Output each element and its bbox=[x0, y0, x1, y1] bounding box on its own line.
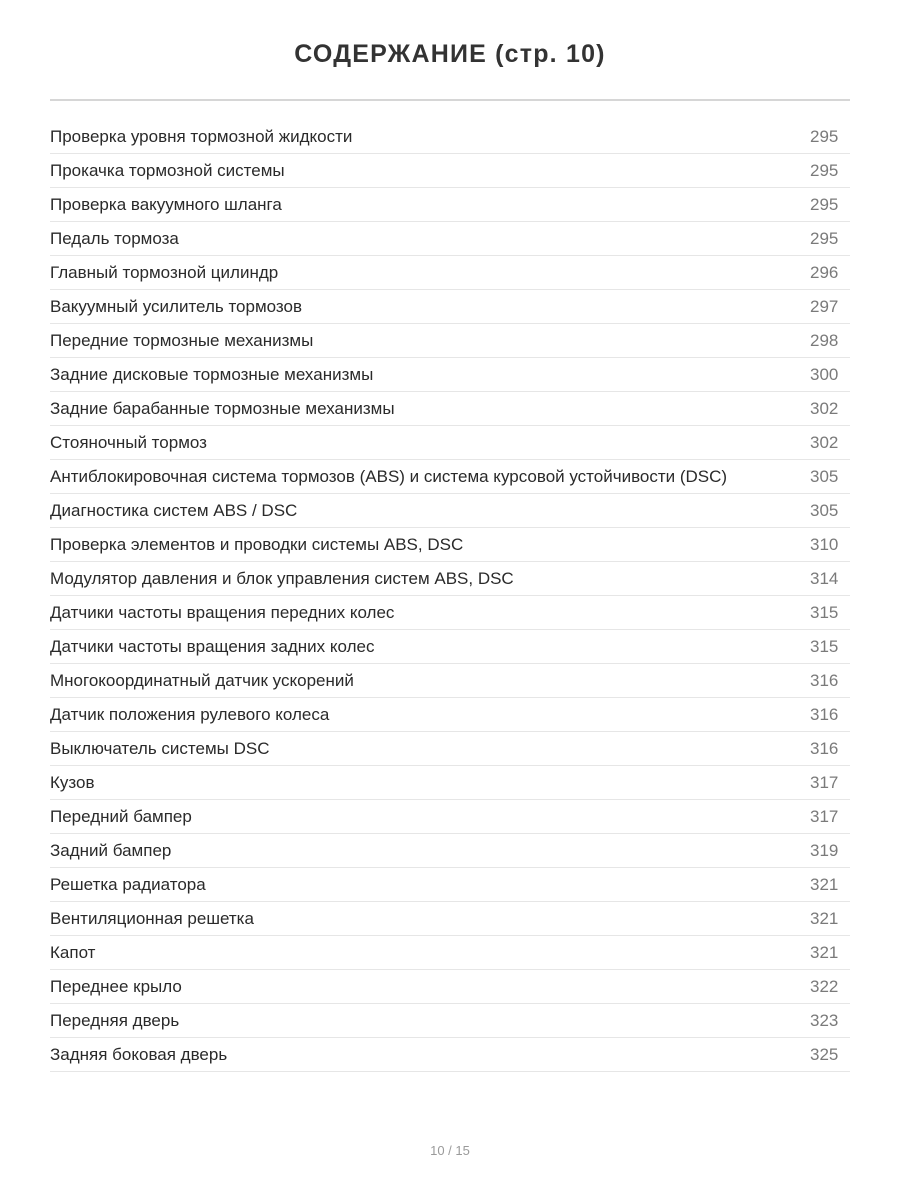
toc-entry-page: 305 bbox=[810, 466, 839, 486]
toc-entry-page: 295 bbox=[810, 194, 839, 214]
toc-entry[interactable] bbox=[50, 834, 850, 868]
toc-entry-title: Прокачка тормозной системы bbox=[50, 160, 285, 180]
toc-entry-page: 295 bbox=[810, 126, 839, 146]
toc-entry[interactable] bbox=[50, 324, 850, 358]
toc-entry-page: 316 bbox=[810, 670, 839, 690]
toc-entry-title: Проверка уровня тормозной жидкости bbox=[50, 126, 353, 146]
toc-entry-title: Многокоординатный датчик ускорений bbox=[50, 670, 354, 690]
toc-entry[interactable] bbox=[50, 426, 850, 460]
toc-entry-page: 298 bbox=[810, 330, 839, 350]
toc-entry-page: 302 bbox=[810, 432, 839, 452]
toc-entry[interactable] bbox=[50, 120, 850, 154]
toc-entry[interactable] bbox=[50, 392, 850, 426]
toc-entry-page: 300 bbox=[810, 364, 839, 384]
toc-entry[interactable] bbox=[50, 562, 850, 596]
toc-entry-title: Датчики частоты вращения задних колес bbox=[50, 636, 375, 656]
toc-entry-title: Задняя боковая дверь bbox=[50, 1044, 228, 1064]
toc-entry[interactable] bbox=[50, 664, 850, 698]
toc-entry[interactable] bbox=[50, 800, 850, 834]
toc-entry-page: 295 bbox=[810, 228, 839, 248]
toc-entry-title: Передняя дверь bbox=[50, 1010, 180, 1030]
toc-entry[interactable] bbox=[50, 222, 850, 256]
toc-entry-page: 310 bbox=[810, 534, 839, 554]
toc-entry-title: Передние тормозные механизмы bbox=[50, 330, 314, 350]
toc-entry-page: 314 bbox=[810, 568, 839, 588]
toc-entry[interactable] bbox=[50, 460, 850, 494]
toc-entry-page: 315 bbox=[810, 636, 839, 656]
toc-entry-title: Главный тормозной цилиндр bbox=[50, 262, 279, 282]
toc-entry-page: 316 bbox=[810, 704, 839, 724]
toc-entry-page: 322 bbox=[810, 976, 839, 996]
toc-entry-title: Модулятор давления и блок управления систем ABS, DSC bbox=[50, 568, 514, 588]
toc-entry-page: 316 bbox=[810, 738, 839, 758]
toc-entry-page: 296 bbox=[810, 262, 839, 282]
toc-entry-page: 315 bbox=[810, 602, 839, 622]
toc-entry-page: 297 bbox=[810, 296, 839, 316]
toc-entry-page: 321 bbox=[810, 942, 839, 962]
page-title: СОДЕРЖАНИЕ (стр. 10) bbox=[294, 40, 606, 68]
toc-entry-page: 321 bbox=[810, 874, 839, 894]
toc-entry-page: 325 bbox=[810, 1044, 839, 1064]
toc-entry-title: Задние дисковые тормозные механизмы bbox=[50, 364, 374, 384]
toc-entry[interactable] bbox=[50, 596, 850, 630]
toc-entry-title: Задние барабанные тормозные механизмы bbox=[50, 398, 395, 418]
toc-entry[interactable] bbox=[50, 256, 850, 290]
toc-entry-page: 317 bbox=[810, 772, 839, 792]
toc-entry-page: 305 bbox=[810, 500, 839, 520]
toc-entry-page: 319 bbox=[810, 840, 839, 860]
page-indicator: 10 / 15 bbox=[430, 1143, 470, 1158]
toc-entry-page: 323 bbox=[810, 1010, 839, 1030]
toc-entry[interactable] bbox=[50, 936, 850, 970]
toc-entry[interactable] bbox=[50, 1038, 850, 1072]
toc-entry-title: Антиблокировочная система тормозов (ABS) и система курсовой устойчивости (DSC) bbox=[50, 466, 728, 486]
toc-entry[interactable] bbox=[50, 766, 850, 800]
toc-entry[interactable] bbox=[50, 1004, 850, 1038]
toc-entry-title: Кузов bbox=[50, 772, 95, 792]
toc-entry-page: 317 bbox=[810, 806, 839, 826]
toc-entry-title: Стояночный тормоз bbox=[50, 432, 207, 452]
toc-entry-title: Педаль тормоза bbox=[50, 228, 179, 248]
toc-entry-title: Проверка элементов и проводки системы ABS, DSC bbox=[50, 534, 464, 554]
toc-entry-page: 302 bbox=[810, 398, 839, 418]
toc-list bbox=[50, 120, 850, 1072]
toc-entry-title: Выключатель системы DSC bbox=[50, 738, 270, 758]
toc-entry[interactable] bbox=[50, 154, 850, 188]
toc-entry-page: 321 bbox=[810, 908, 839, 928]
toc-entry-title: Датчики частоты вращения передних колес bbox=[50, 602, 395, 622]
toc-entry[interactable] bbox=[50, 528, 850, 562]
toc-entry-title: Переднее крыло bbox=[50, 976, 182, 996]
toc-entry[interactable] bbox=[50, 868, 850, 902]
toc-entry-title: Вакуумный усилитель тормозов bbox=[50, 296, 302, 316]
toc-entry[interactable] bbox=[50, 970, 850, 1004]
toc-entry-page: 295 bbox=[810, 160, 839, 180]
toc-entry-title: Вентиляционная решетка bbox=[50, 908, 254, 928]
toc-entry[interactable] bbox=[50, 358, 850, 392]
toc-entry[interactable] bbox=[50, 630, 850, 664]
toc-entry-title: Датчик положения рулевого колеса bbox=[50, 704, 330, 724]
toc-entry[interactable] bbox=[50, 188, 850, 222]
toc-entry-title: Решетка радиатора bbox=[50, 874, 206, 894]
toc-entry[interactable] bbox=[50, 290, 850, 324]
toc-entry-title: Капот bbox=[50, 942, 96, 962]
toc-entry-title: Задний бампер bbox=[50, 840, 172, 860]
title-divider bbox=[50, 99, 850, 101]
toc-entry[interactable] bbox=[50, 732, 850, 766]
toc-entry[interactable] bbox=[50, 698, 850, 732]
toc-entry-title: Диагностика систем ABS / DSC bbox=[50, 500, 298, 520]
toc-entry-title: Проверка вакуумного шланга bbox=[50, 194, 282, 214]
toc-entry[interactable] bbox=[50, 494, 850, 528]
toc-entry-title: Передний бампер bbox=[50, 806, 192, 826]
toc-entry[interactable] bbox=[50, 902, 850, 936]
